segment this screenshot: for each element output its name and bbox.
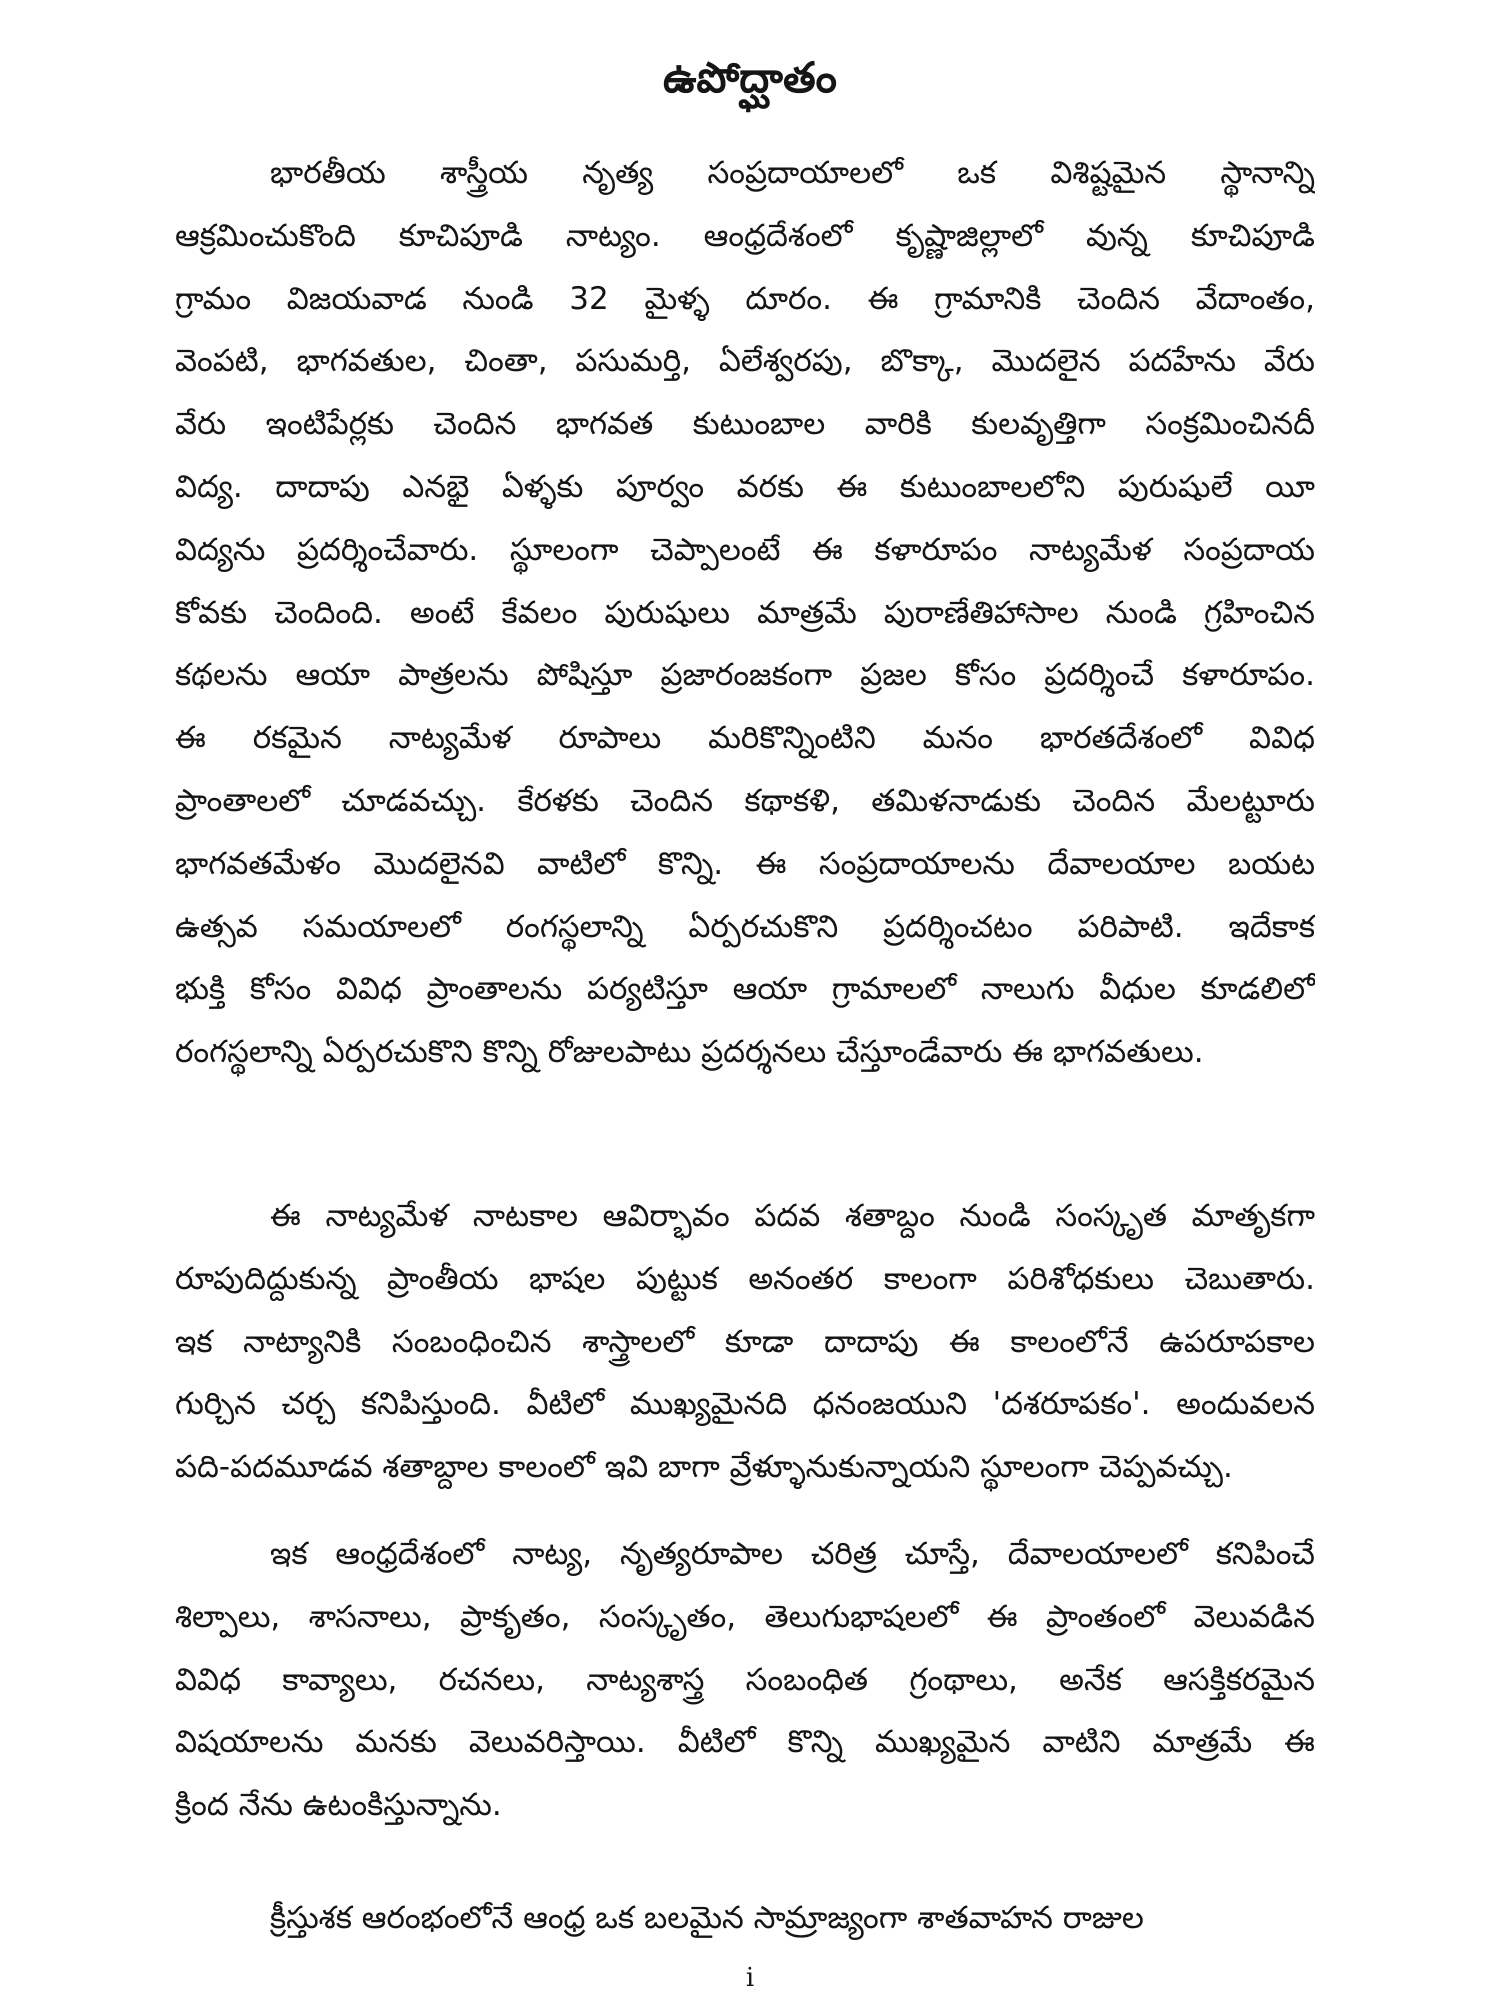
text-line: ఈ రకమైన నాట్యమేళ రూపాలు మరికొన్నింటిని మనం భారతదేశంలో వివిధ	[175, 720, 1315, 757]
text-line: ఉత్సవ సమయాలలో రంగస్థలాన్ని ఏర్పరచుకొని ప్రదర్శించటం పరిపాటి. ఇదేకాక	[175, 908, 1315, 945]
page-number: i	[745, 1963, 755, 1993]
text-line: వివిధ కావ్యాలు, రచనలు, నాట్యశాస్త్ర సంబంధిత గ్రంథాలు, అనేక ఆసక్తికరమైన	[175, 1661, 1315, 1698]
text-line: ఇక ఆంధ్రదేశంలో నాట్య, నృత్యరూపాల చరిత్ర చూస్తే, దేవాలయాలలో కనిపించే	[270, 1536, 1315, 1572]
text-line: కథలను ఆయా పాత్రలను పోషిస్తూ ప్రజారంజకంగా ప్రజల కోసం ప్రదర్శించే కళారూపం.	[175, 657, 1315, 694]
paragraph-2	[175, 1185, 1315, 1499]
text-line: భాగవతమేళం మొదలైనవి వాటిలో కొన్ని. ఈ సంప్రదాయాలను దేవాలయాల బయట	[175, 845, 1315, 882]
text-line: శిల్పాలు, శాసనాలు, ప్రాకృతం, సంస్కృతం, తెలుగుభాషలలో ఈ ప్రాంతంలో వెలువడిన	[175, 1598, 1315, 1635]
text-line: ఈ నాట్యమేళ నాటకాల ఆవిర్భావం పదవ శతాబ్దం నుండి సంస్కృత మాతృకగా	[270, 1198, 1315, 1234]
text-line: వేరు ఇంటిపేర్లకు చెందిన భాగవత కుటుంబాల వారికి కులవృత్తిగా సంక్రమించినదీ	[175, 406, 1315, 443]
text-line: ఆక్రమించుకొంది కూచిపూడి నాట్యం. ఆంధ్రదేశంలో కృష్ణాజిల్లాలో వున్న కూచిపూడి	[175, 217, 1315, 254]
text-line: విషయాలను మనకు వెలువరిస్తాయి. వీటిలో కొన్ని ముఖ్యమైన వాటిని మాత్రమే ఈ	[175, 1724, 1315, 1761]
text-line: భుక్తి కోసం వివిధ ప్రాంతాలను పర్యటిస్తూ ఆయా గ్రామాలలో నాలుగు వీధుల కూడలిలో	[175, 971, 1315, 1008]
paragraph-1	[175, 142, 1315, 1084]
text-line: వెంపటి, భాగవతుల, చింతా, పసుమర్తి, ఏలేశ్వరపు, బొక్కా, మొదలైన పదహేను వేరు	[175, 343, 1315, 380]
page-title: ఉపోద్ఘాతం	[663, 53, 837, 102]
text-line: ప్రాంతాలలో చూడవచ్చు. కేరళకు చెందిన కథాకళి, తమిళనాడుకు చెందిన మేలట్టూరు	[175, 782, 1315, 819]
text-line: విద్య. దాదాపు ఎనభై ఏళ్ళకు పూర్వం వరకు ఈ కుటుంబాలలోని పురుషులే యీ	[175, 468, 1315, 505]
text-line: రూపుదిద్దుకున్న ప్రాంతీయ భాషల పుట్టుక అనంతర కాలంగా పరిశోధకులు చెబుతారు.	[175, 1260, 1315, 1297]
text-line: విద్యను ప్రదర్శించేవారు. స్థూలంగా చెప్పాలంటే ఈ కళారూపం నాట్యమేళ సంప్రదాయ	[175, 531, 1315, 568]
text-line: కోవకు చెందింది. అంటే కేవలం పురుషులు మాత్రమే పురాణేతిహాసాల నుండి గ్రహించిన	[175, 594, 1315, 631]
text-line: పది-పదమూడవ శతాబ్దాల కాలంలో ఇవి బాగా వ్రేళ్ళూనుకున్నాయని స్థూలంగా చెప్పవచ్చు.	[175, 1449, 1233, 1486]
text-line: ఇక నాట్యానికి సంబంధించిన శాస్త్రాలలో కూడా దాదాపు ఈ కాలంలోనే ఉపరూపకాల	[175, 1323, 1315, 1360]
text-line: గ్రామం విజయవాడ నుండి 32 మైళ్ళ దూరం. ఈ గ్రామానికి చెందిన వేదాంతం,	[175, 280, 1315, 317]
text-line: క్రీస్తుశక ఆరంభంలోనే ఆంధ్ర ఒక బలమైన సామ్రాజ్యంగా శాతవాహన రాజుల	[270, 1900, 1144, 1936]
paragraph-3	[175, 1523, 1315, 1837]
text-line: గుర్చిన చర్చ కనిపిస్తుంది. వీటిలో ముఖ్యమైనది ధనంజయుని 'దశరూపకం'. అందువలన	[175, 1386, 1315, 1423]
text-line: క్రింద నేను ఉటంకిస్తున్నాను.	[175, 1787, 502, 1824]
text-line: రంగస్థలాన్ని ఏర్పరచుకొని కొన్ని రోజులపాటు ప్రదర్శనలు చేస్తూండేవారు ఈ భాగవతులు.	[175, 1034, 1204, 1071]
text-line: భారతీయ శాస్త్రీయ నృత్య సంప్రదాయాలలో ఒక విశిష్టమైన స్థానాన్ని	[270, 155, 1315, 191]
paragraph-4	[175, 1887, 1315, 1950]
